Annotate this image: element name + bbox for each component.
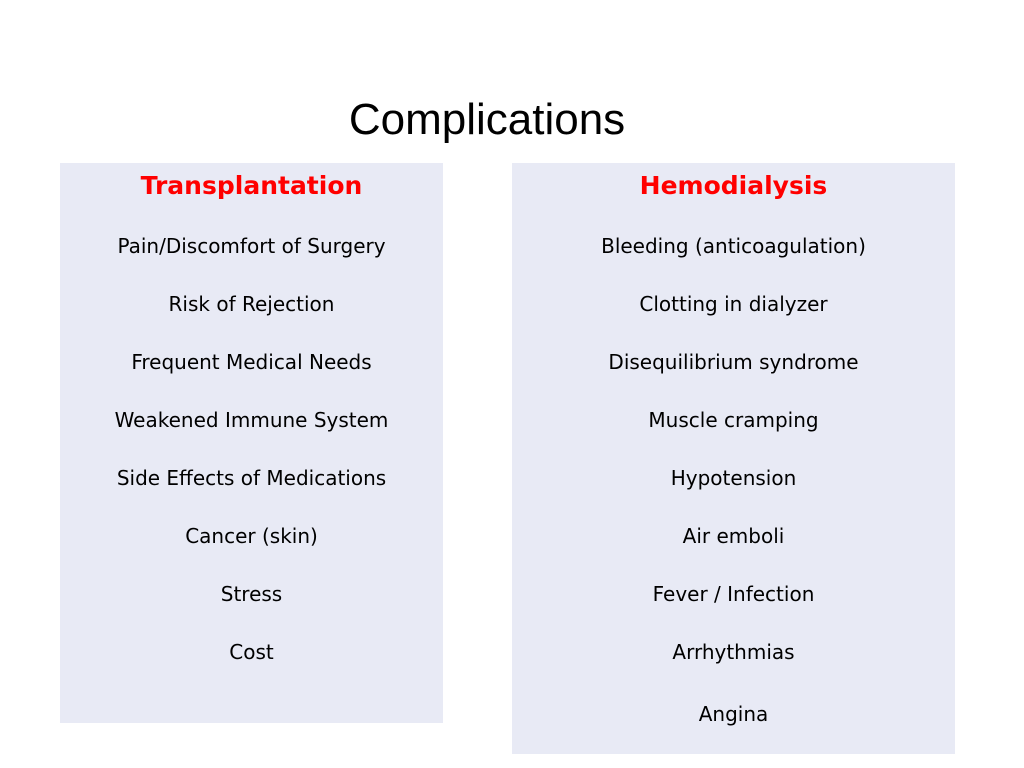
hemodialysis-heading: Hemodialysis (639, 171, 828, 200)
list-item: Cancer (skin) (185, 524, 318, 548)
transplantation-list (60, 229, 443, 693)
list-item: Angina (698, 702, 769, 726)
list-item: Hypotension (670, 466, 797, 490)
list-item: Risk of Rejection (168, 292, 335, 316)
list-item: Weakened Immune System (114, 408, 389, 432)
list-item: Bleeding (anticoagulation) (601, 234, 866, 258)
list-item: Disequilibrium syndrome (608, 350, 859, 374)
transplantation-panel (60, 163, 443, 723)
list-item: Pain/Discomfort of Surgery (117, 234, 386, 258)
list-item: Side Effects of Medications (116, 466, 387, 490)
list-item: Arrhythmias (672, 640, 795, 664)
slide-title: Complications (348, 95, 626, 144)
list-item: Air emboli (682, 524, 785, 548)
list-item: Stress (220, 582, 283, 606)
list-item: Clotting in dialyzer (639, 292, 828, 316)
hemodialysis-panel (512, 163, 955, 754)
list-item: Muscle cramping (648, 408, 819, 432)
transplantation-heading: Transplantation (140, 171, 363, 200)
list-item: Fever / Infection (652, 582, 815, 606)
list-item: Cost (229, 640, 274, 664)
hemodialysis-list (512, 229, 955, 731)
list-item: Frequent Medical Needs (131, 350, 372, 374)
